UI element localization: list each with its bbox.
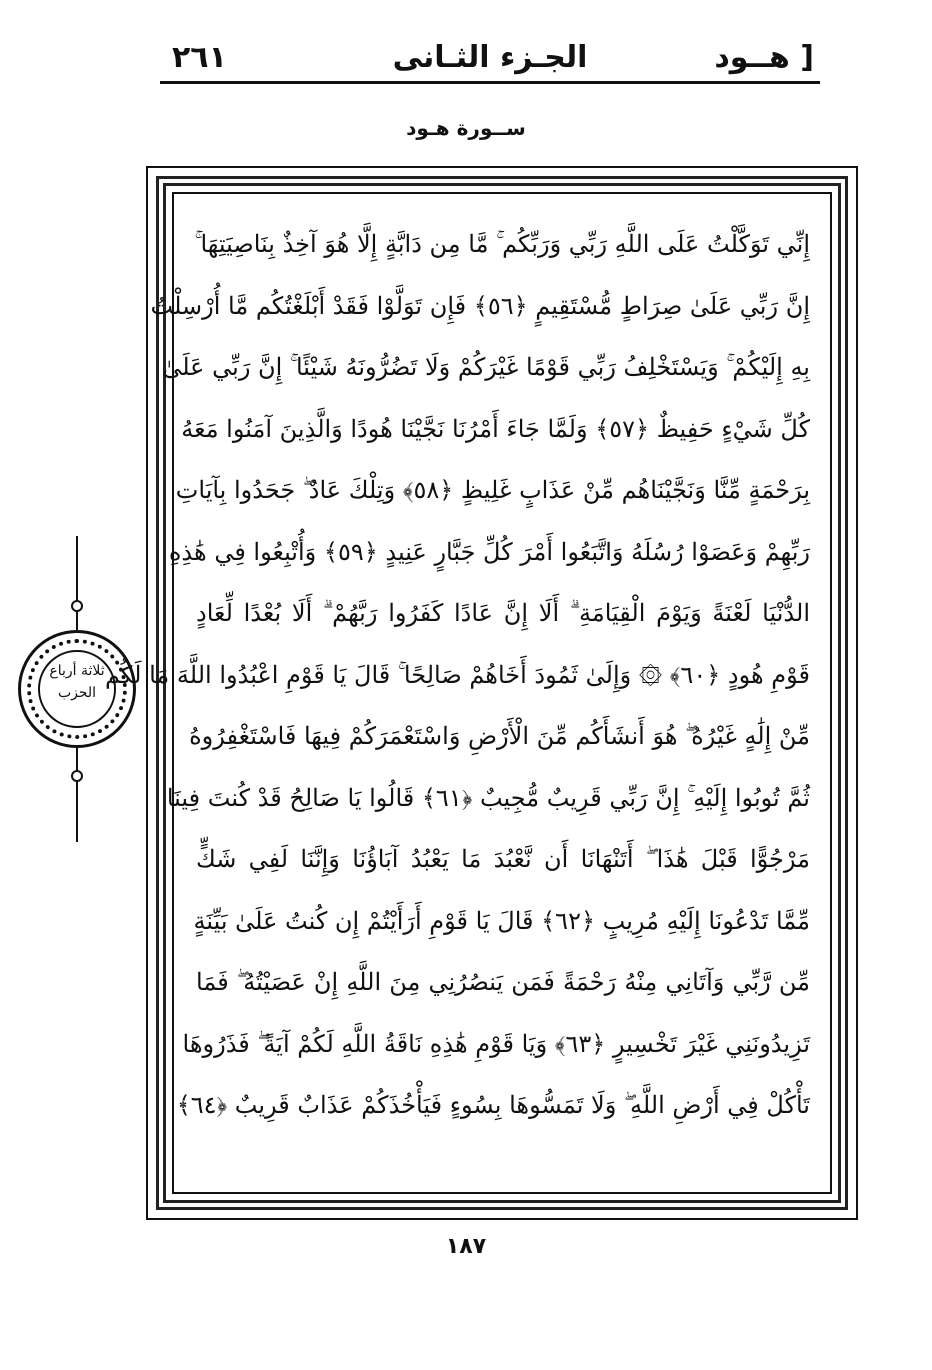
hizb-line-1: ثلاثة أرباع <box>49 663 105 679</box>
verse-line: مِّن رَّبِّي وَآتَانِي مِنْهُ رَحْمَةً فَمَن يَنصُرُنِي مِنَ اللَّهِ إِنْ عَصَيْتُهُ ۖ فَمَا <box>196 968 810 996</box>
hizb-quarter-marker <box>18 630 136 748</box>
verse-line: قَوْمِ هُودٍ ﴿٦٠﴾ ۞ وَإِلَىٰ ثَمُودَ أَخَاهُمْ صَالِحًا ۚ قَالَ يَا قَوْمِ اعْبُدُوا اللَّهَ مَا لَكُم <box>104 660 810 689</box>
verse-line: مِّنْ إِلَٰهٍ غَيْرُهُ ۖ هُوَ أَنشَأَكُم مِّنَ الْأَرْضِ وَاسْتَعْمَرَكُمْ فِيهَا فَاسْتَغْفِرُوهُ <box>189 722 810 750</box>
verse-line: مِّمَّا تَدْعُونَا إِلَيْهِ مُرِيبٍ ﴿٦٢﴾ قَالَ يَا قَوْمِ أَرَأَيْتُمْ إِن كُنتُ عَلَىٰ بَيِّنَةٍ <box>193 906 810 935</box>
page-header <box>160 38 820 84</box>
verse-line: ثُمَّ تُوبُوا إِلَيْهِ ۚ إِنَّ رَبِّي قَرِيبٌ مُّجِيبٌ ﴿٦١﴾ قَالُوا يَا صَالِحُ قَدْ كُنتَ فِينَا <box>166 783 810 812</box>
verse-line: مَرْجُوًّا قَبْلَ هَٰذَا ۖ أَتَنْهَانَا أَن نَّعْبُدَ مَا يَعْبُدُ آبَاؤُنَا وَإِنَّنَا لَفِي شَكٍّ <box>196 845 810 873</box>
verse-line: تَزِيدُونَنِي غَيْرَ تَخْسِيرٍ ﴿٦٣﴾ وَيَا قَوْمِ هَٰذِهِ نَاقَةُ اللَّهِ لَكُمْ آيَةً ۖ فَذَرُوهَا <box>182 1029 810 1058</box>
footer-page-number: ١٨٧ <box>445 1234 487 1259</box>
verse-line: رَبِّهِمْ وَعَصَوْا رُسُلَهُ وَاتَّبَعُوا أَمْرَ كُلِّ جَبَّارٍ عَنِيدٍ ﴿٥٩﴾ وَأُتْبِعُوا فِي هَٰذِهِ <box>168 537 810 566</box>
header-surah-name: هــود ] <box>714 40 814 75</box>
hizb-marker-text <box>42 660 112 704</box>
hizb-knot-bottom <box>71 770 83 782</box>
hizb-stem-top <box>76 536 78 630</box>
hizb-knot-top <box>71 600 83 612</box>
verse-line: تَأْكُلْ فِي أَرْضِ اللَّهِ ۖ وَلَا تَمَسُّوهَا بِسُوءٍ فَيَأْخُذَكُمْ عَذَابٌ قَرِيبٌ ﴿٦٤﴾ <box>176 1091 810 1119</box>
header-rule <box>160 81 820 84</box>
header-juz-title: الجـزء الثـانى <box>392 40 588 75</box>
hizb-stem-bottom <box>76 748 78 842</box>
verse-line: بِرَحْمَةٍ مِّنَّا وَنَجَّيْنَاهُم مِّنْ عَذَابٍ غَلِيظٍ ﴿٥٨﴾ وَتِلْكَ عَادٌ ۖ جَحَدُوا بِآيَاتِ <box>175 476 810 504</box>
verse-text-block <box>104 214 810 1154</box>
verse-line: إِنِّي تَوَكَّلْتُ عَلَى اللَّهِ رَبِّي وَرَبِّكُم ۚ مَّا مِن دَابَّةٍ إِلَّا هُوَ آخِذٌ بِنَاصِيَتِهَا ۚ <box>194 230 810 258</box>
verse-line: الدُّنْيَا لَعْنَةً وَيَوْمَ الْقِيَامَةِ ۗ أَلَا إِنَّ عَادًا كَفَرُوا رَبَّهُمْ ۗ أَلَا بُعْدًا لِّعَادٍ <box>196 599 810 627</box>
surah-title: ســورة هـود <box>406 116 526 140</box>
hizb-line-2: الحزب <box>57 685 97 701</box>
verse-line: بِهِ إِلَيْكُمْ ۚ وَيَسْتَخْلِفُ رَبِّي قَوْمًا غَيْرَكُمْ وَلَا تَضُرُّونَهُ شَيْئًا ۚ إِنَّ رَبِّي عَلَىٰ <box>162 353 810 381</box>
header-page-number: ٢٦١ <box>172 40 227 75</box>
verse-line: إِنَّ رَبِّي عَلَىٰ صِرَاطٍ مُّسْتَقِيمٍ ﴿٥٦﴾ فَإِن تَوَلَّوْا فَقَدْ أَبْلَغْتُكُم مَّا أُرْسِلْتُ <box>150 291 810 320</box>
verse-line: كُلِّ شَيْءٍ حَفِيظٌ ﴿٥٧﴾ وَلَمَّا جَاءَ أَمْرُنَا نَجَّيْنَا هُودًا وَالَّذِينَ آمَنُوا مَعَهُ <box>181 414 810 443</box>
